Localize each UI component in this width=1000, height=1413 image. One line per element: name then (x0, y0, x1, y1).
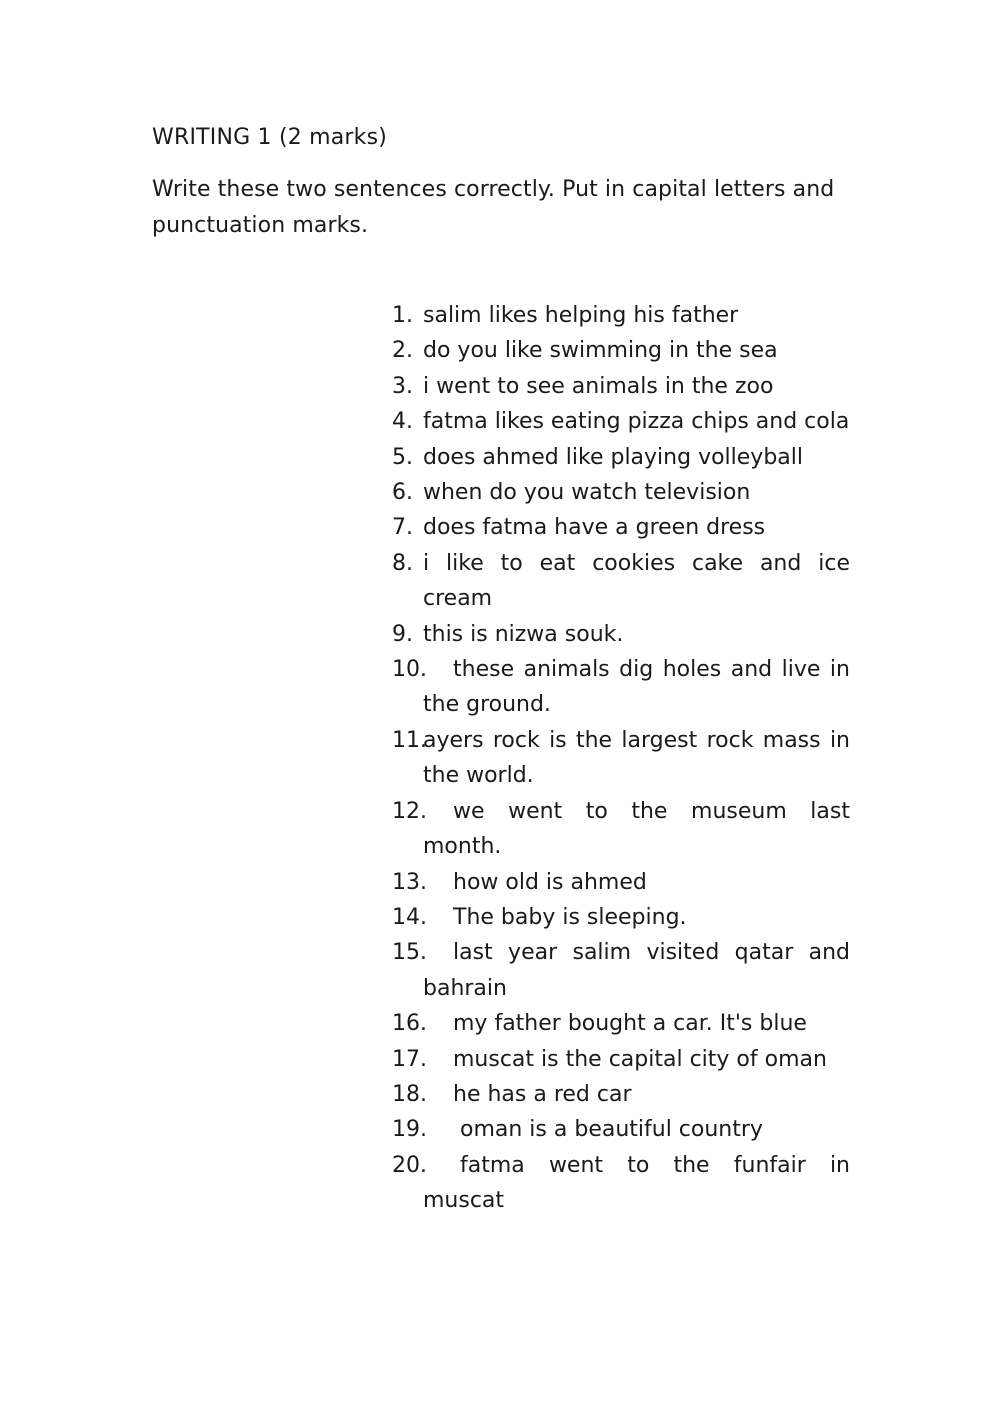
list-item (392, 652, 850, 723)
instructions-text: Write these two sentences correctly. Put in capital letters and punctuation marks. (152, 177, 835, 238)
item-text: this is nizwa souk. (423, 621, 624, 647)
list-item (392, 723, 850, 794)
item-text: my father bought a car. It's blue (453, 1011, 807, 1037)
item-text: muscat is the capital city of oman (453, 1046, 827, 1072)
item-number: 10. (392, 657, 427, 683)
list-item (392, 935, 850, 1006)
list-item (392, 510, 850, 545)
list-item (392, 333, 850, 368)
item-text: does fatma have a green dress (423, 515, 766, 541)
item-number: 14. (392, 904, 427, 930)
list-item (392, 865, 850, 900)
list-item (392, 1077, 850, 1112)
list-item (392, 1042, 850, 1077)
list-item (392, 475, 850, 510)
item-number: 6. (392, 480, 413, 506)
list-item (392, 1006, 850, 1041)
list-item (392, 794, 850, 865)
list-item (392, 369, 850, 404)
item-text-line2: bahrain (423, 975, 507, 1001)
item-number: 11. (392, 727, 427, 753)
section-heading: WRITING 1 (2 marks) (152, 125, 388, 150)
item-text: i like to eat cookies cake and ice cream (423, 550, 850, 612)
item-text: The baby is sleeping. (453, 904, 687, 930)
item-number: 19. (392, 1117, 427, 1143)
item-number: 20. (392, 1152, 427, 1178)
item-number: 1. (392, 303, 413, 328)
list-item (392, 546, 850, 617)
list-item (392, 617, 850, 652)
item-text-line2: the ground. (423, 692, 551, 718)
item-text: he has a red car (453, 1081, 632, 1107)
list-item (392, 900, 850, 935)
item-text: i went to see animals in the zoo (423, 373, 774, 399)
list-item (392, 1112, 850, 1147)
item-text: salim likes helping his father (423, 303, 739, 328)
item-text: when do you watch television (423, 480, 751, 506)
item-text: does ahmed like playing volleyball (423, 444, 803, 470)
item-number: 15. (392, 940, 427, 966)
item-text: we went to the museum last month. (423, 798, 850, 860)
item-number: 4. (392, 409, 413, 435)
item-text-line1: last year salim visited qatar and (453, 940, 850, 966)
item-number: 9. (392, 621, 413, 647)
item-number: 16. (392, 1011, 427, 1037)
item-number: 18. (392, 1081, 427, 1107)
item-text: how old is ahmed (453, 869, 647, 895)
item-text-line2: the world. (423, 763, 534, 789)
item-text: fatma likes eating pizza chips and cola (423, 409, 850, 435)
sentence-list (392, 298, 850, 1219)
item-number: 8. (392, 550, 413, 576)
item-text-line1: these animals dig holes and live in (453, 657, 850, 683)
list-item (392, 404, 850, 439)
list-item (392, 1148, 850, 1219)
item-number: 7. (392, 515, 413, 541)
item-text: fatma went to the funfair in muscat (423, 1152, 850, 1214)
item-number: 5. (392, 444, 413, 470)
item-number: 13. (392, 869, 427, 895)
list-item (392, 298, 850, 333)
item-number: 2. (392, 338, 413, 364)
item-number: 17. (392, 1046, 427, 1072)
list-item (392, 440, 850, 475)
item-text-line1: ayers rock is the largest rock mass in (423, 727, 850, 753)
item-number: 3. (392, 373, 413, 399)
item-text: do you like swimming in the sea (423, 338, 778, 364)
item-text: oman is a beautiful country (460, 1117, 763, 1143)
item-number: 12. (392, 798, 427, 824)
